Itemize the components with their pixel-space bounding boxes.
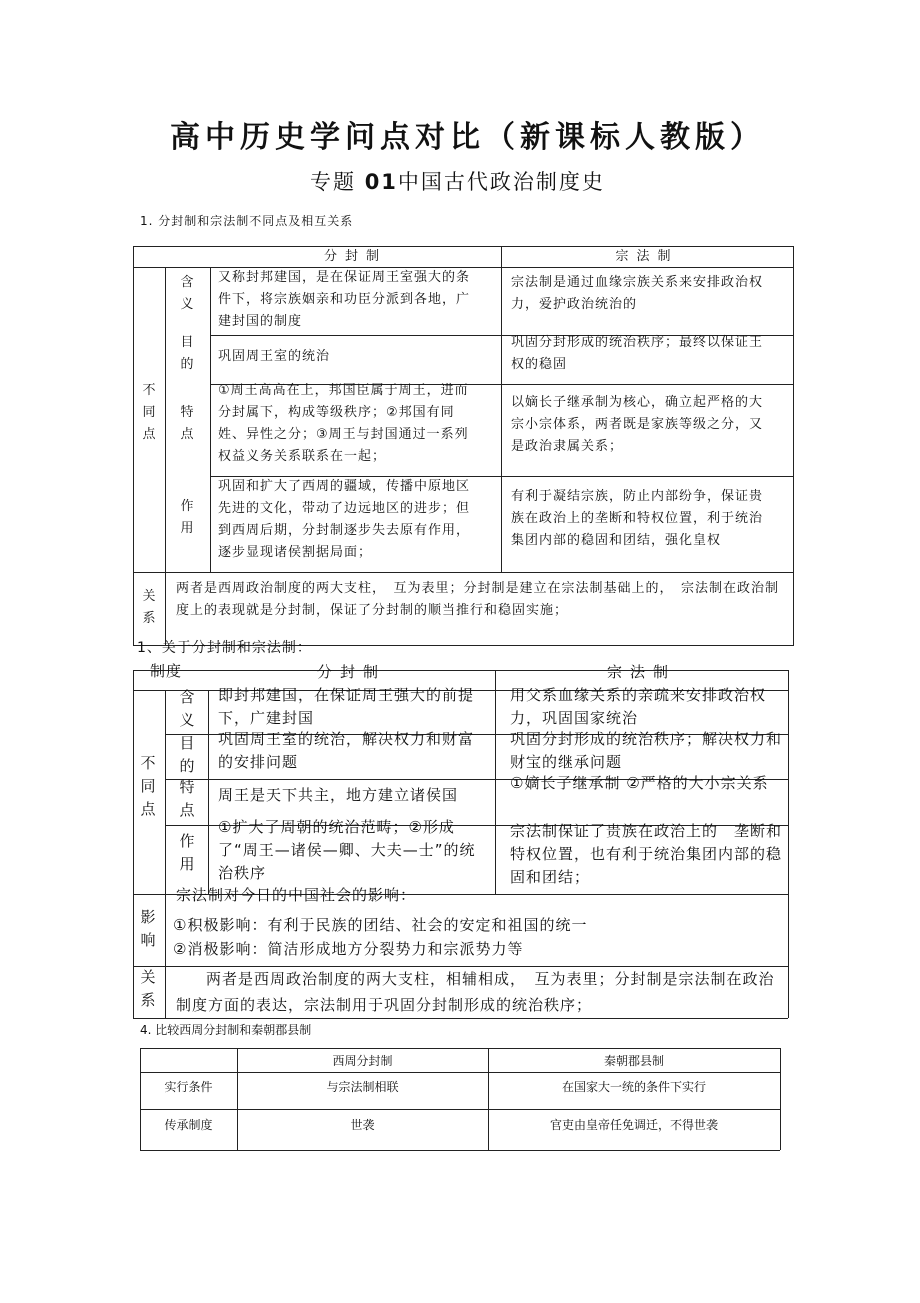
s1-cell: 宗法制是通过血缘宗族关系来安排政治权力，爱护政治统治的: [511, 275, 764, 312]
s1-cell: 又称封邦建国，是在保证周王室强大的条件下，将宗族姻亲和功臣分派到各地，广建封国的制度: [218, 270, 471, 329]
s2-col-header-b: 宗法制: [606, 663, 676, 681]
s1-cell: 有利于凝结宗族，防止内部纷争，保证贵族在政治上的垄断和特权位置，利于统治集团内部的稳固和团结，强化皇权: [511, 489, 764, 548]
subtitle-prefix: 专题: [310, 170, 356, 194]
s2-corner-label: 制度: [150, 662, 183, 680]
s3-cell: 世袭: [350, 1118, 375, 1132]
section2-heading: 1、关于分封制和宗法制：: [137, 640, 312, 656]
s2-row-label: 作用: [179, 832, 195, 873]
s2-col-header-a: 分封制: [316, 663, 386, 681]
page-title: 高中历史学问点对比（新课标人教版）: [170, 120, 765, 155]
s1-relation-label: 关系: [142, 589, 156, 626]
s2-cell: 周王是天下共主，地方建立诸侯国: [218, 786, 459, 804]
s2-cell: 即封邦建国，在保证周王强大的前提下，广建封国: [218, 686, 475, 727]
subtitle-rest: 中国古代政治制度史: [397, 170, 605, 194]
s3-cell: 与宗法制相联: [326, 1080, 399, 1094]
s2-cell: 巩固分封形成的统治秩序；解决权力和财宝的继承问题: [510, 730, 783, 771]
s1-cell: 巩固和扩大了西周的疆域，传播中原地区先进的文化，带动了边远地区的进步；但到西周后期，分封制逐步失去原有作用，逐步显现诸侯割据局面；: [218, 479, 471, 560]
s1-col-header-b: 宗法制: [615, 249, 679, 264]
s1-row-label: 特点: [180, 405, 194, 442]
s2-cell: ①嫡长子继承制 ②严格的大小宗关系: [510, 774, 769, 792]
subtitle-number: 01: [364, 170, 398, 194]
s2-group-label: 不同点: [140, 754, 156, 818]
s1-cell: 巩固分封形成的统治秩序；最终以保证王权的稳固: [511, 335, 764, 372]
s2-influence-heading: 宗法制对今日的中国社会的影响：: [176, 886, 417, 904]
section3-heading: 4. 比较西周分封制和秦朝郡县制: [140, 1023, 312, 1037]
s2-relation-label: 关系: [140, 968, 156, 1009]
s2-row-label: 含义: [179, 688, 195, 729]
s1-group-label: 不同点: [142, 383, 156, 442]
s2-influence-negative: ②消极影响：简洁形成地方分裂势力和宗派势力等: [173, 940, 524, 958]
s1-row-label: 含义: [180, 275, 194, 312]
s1-row-label: 作用: [180, 499, 194, 536]
s2-influence-label: 影响: [140, 908, 156, 949]
s3-cell: 在国家大一统的条件下实行: [561, 1080, 706, 1094]
s2-row-label: 特点: [179, 778, 195, 819]
s1-col-header-a: 分封制: [323, 249, 387, 264]
s1-relation-text: 两者是西周政治制度的两大支柱， 互为表里；分封制是建立在宗法制基础上的， 宗法制在政治制度上的表现就是分封制，保证了分封制的顺当推行和稳固实施；: [176, 581, 780, 618]
s3-col-header-b: 秦朝郡县制: [603, 1054, 664, 1068]
s2-cell: 宗法制保证了贵族在政治上的 垄断和特权位置，也有利于统治集团内部的稳固和团结；: [510, 822, 783, 886]
s2-influence-positive: ①积极影响：有利于民族的团结、社会的安定和祖国的统一: [173, 916, 588, 934]
s2-cell: 巩固周王室的统治，解决权力和财富的安排问题: [218, 730, 475, 771]
s1-cell: 以嫡长子继承制为核心，确立起严格的大宗小宗体系，两者既是家族等级之分，又是政治隶属关系；: [511, 395, 764, 454]
s2-row-label: 目的: [179, 734, 195, 775]
s1-cell: ①周王高高在上，邦国臣属于周王，进而分封属下，构成等级秩序；②邦国有同姓、异性之分；③周王与封国通过一系列权益义务关系联系在一起；: [218, 383, 469, 464]
s2-relation-text: 两者是西周政治制度的两大支柱，相辅相成， 互为表里；分封制是宗法制在政治制度方面的表达，宗法制用于巩固分封制形成的统治秩序；: [176, 970, 775, 1014]
s1-row-label: 目的: [180, 335, 194, 372]
s3-cell: 官吏由皇帝任免调迁，不得世袭: [549, 1118, 718, 1132]
s3-row-label: 传承制度: [164, 1118, 213, 1132]
section1-heading: 1. 分封制和宗法制不同点及相互关系: [140, 214, 354, 228]
s2-cell: 用父系血缘关系的亲疏来安排政治权力，巩固国家统治: [510, 686, 767, 727]
s3-col-header-a: 西周分封制: [332, 1054, 393, 1068]
s1-cell: 巩固周王室的统治: [218, 349, 331, 364]
s2-cell: ①扩大了周朝的统治范畴；②形成了“周王—诸侯—卿、大夫—士”的统治秩序: [218, 818, 476, 882]
page-subtitle: [310, 166, 605, 196]
s3-row-label: 实行条件: [164, 1080, 213, 1094]
